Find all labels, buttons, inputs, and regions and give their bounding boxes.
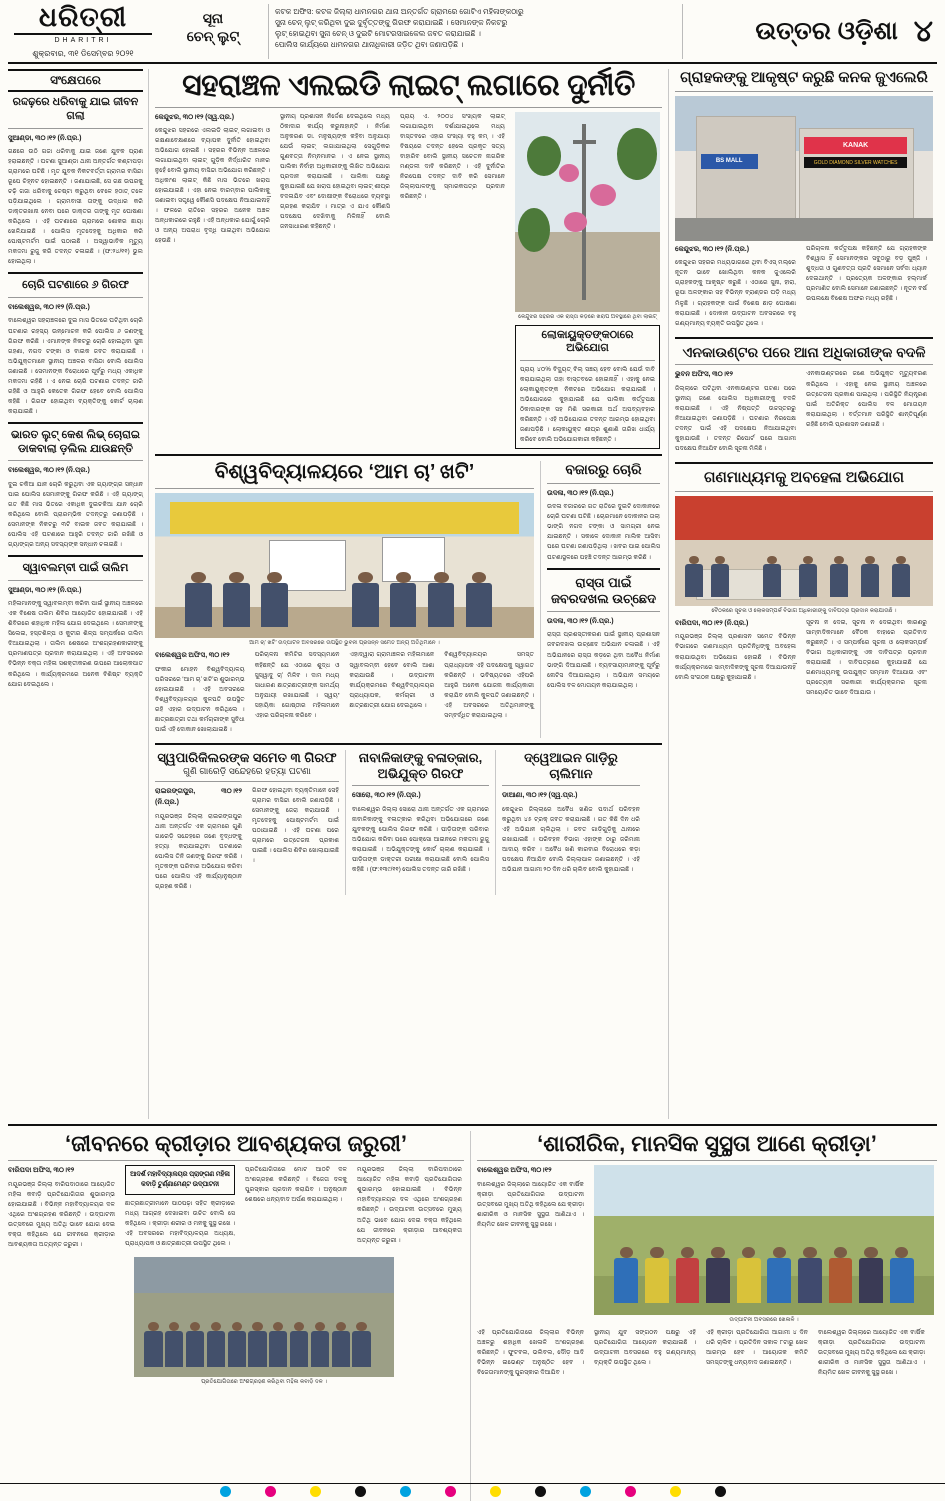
encounter-text-2: ଏନକାଉଣ୍ଟରରେ ଜଣେ ଅଭିଯୁକ୍ତ ମୃତ୍ୟୁବରଣ କରିଥିଲେ । ଏହାକୁ ନେଇ ସ୍ଥାନୀୟ ଅଞ୍ଚଳରେ ଉତ୍ତେଜନା ପ୍ରକାଶ ପାଇଥିଲା । ପରିସ୍ଥିତି ନିୟନ୍ତ୍ରଣ ପାଇଁ ଅତିରିକ୍ତ ପୋଲିସ ବଳ ମୋତାୟନ କରାଯାଇଥିଲା । ବର୍ତ୍ତମାନ ପରିସ୍ଥିତି ଶାନ୍ତିପୂର୍ଣ୍ଣ ରହିଛି ବୋଲି ପ୍ରଶାସନ ଜଣାଇଛି ।: [806, 370, 927, 428]
uni-col-4: [439, 650, 534, 738]
brief-item-4[interactable]: [8, 562, 143, 690]
color-dot: [670, 1486, 681, 1497]
mid-right-headline: ଦ୍ୱେଆଇନ ଗାଡ଼ିରୁ ଚାଲିମାନ: [524, 750, 618, 781]
kicker-line-1: ସୂନା: [202, 10, 224, 26]
sports-section: [8, 1131, 937, 1501]
kanak-tagline-label: GOLD DIAMOND SILVER WATCHES: [804, 157, 907, 169]
brief-1-text: ଗଛରେ ଉଠି ଗଜା ଧରିବାକୁ ଯାଇ ଜଣେ ଯୁବକ ପ୍ରାଣ ହରାଇଛନ୍ତି । ଘଟଣା ସୁଆଣ୍ଡା ଥାନା ଅନ୍ତର୍ଗତ କଣ୍ଟାପଡ଼ା ଗ୍ରାମରେ ଘଟିଛି । ମୃତ ଯୁବକ ନିକଟବର୍ତ୍ତୀ ଗ୍ରାମର ବାସିନ୍ଦା ରୂପେ ଚିହ୍ନଟ ହୋଇଛନ୍ତି । ଜଣାଯାଇଛି, ସେ ଗଛ ଉପରକୁ ଚଢ଼ି ଗଜା ଧରିବାକୁ ଚେଷ୍ଟା କରୁଥିବା ବେଳେ ହଠାତ୍ ତଳେ ପଡ଼ିଯାଇଥିଲେ । ଗ୍ରାମବାସୀ ତାଙ୍କୁ ଉଦ୍ଧାର କରି ଡାକ୍ତରଖାନା ନେବା ପରେ ଡାକ୍ତର ତାଙ୍କୁ ମୃତ ଘୋଷଣା କରିଥିଲେ । ଏହି ଘଟଣାରେ ଗ୍ରାମରେ ଶୋକର ଛାୟା ଖେଳିଯାଇଛି । ପୋଲିସ ମୃତଦେହକୁ ଅଧିକାର କରି ପୋଷ୍ଟମର୍ଟମ ପାଇଁ ପଠାଇଛି । ଅସ୍ୱାଭାବିକ ମୃତ୍ୟୁ ମକଦ୍ଦମା ରୁଜୁ କରି ତଦନ୍ତ ଚଳାଇଛି । (ଫ:୨୪/୧୧) ଭୁଲ ହୋଇଥିଲା ।: [8, 147, 143, 266]
left-rail: [8, 69, 148, 1119]
mall-sign-label: BS MALL: [701, 154, 758, 169]
brief-3-text: ଦୁଇ ଚକିଆ ଯାନ ଚୋରି କରୁଥିବା ଏକ ଗ୍ୟାଙ୍ଗ୍‌ର ସନ୍ଧାନ ପାଇ ପୋଲିସ ସେମାନଙ୍କୁ ଗିରଫ କରିଛି । ଏହି ଗ୍ୟାଙ୍ଗ୍ ଗତ କିଛି ମାସ ଭିତରେ ଏକାଧିକ ଦୁଇଚକିଆ ଯାନ ଚୋରି କରିଥିଲେ ବୋଲି ପ୍ରାରମ୍ଭିକ ତଦନ୍ତରୁ ଜଣାପଡ଼ିଛି । ସେମାନଙ୍କ ନିକଟରୁ ୩ଟି ବାଇକ ଜବତ କରାଯାଇଛି । ପୋଲିସ ଏହି ଘଟଣାରେ ଆହୁରି ତଦନ୍ତ ଜାରି ରଖିଛି ଓ ଗ୍ୟାଙ୍ଗ୍‌ର ଅନ୍ୟ ସଦସ୍ୟଙ୍କ ସନ୍ଧାନ ଚଳାଇଛି ।: [8, 480, 143, 549]
university-photo: [155, 493, 534, 638]
brief-1-headline: ରଦ୍ଦଢ଼ରେ ଧରିବାକୁ ଯାଇ ଜୀବନ ଗଲା: [12, 96, 139, 122]
brief-4-dateline: ସୁଆଣ୍ଡା, ୩୦।୧୨ (ନି.ପ୍ର.): [8, 586, 82, 594]
road-dateline: ଉଦଳା, ୩୦।୧୨ (ନି.ପ୍ର.): [547, 618, 614, 626]
encounter-col-2: [801, 369, 927, 457]
lead-dateline: କେନ୍ଦୁଝର, ୩୦।୧୨ (ସ୍ୱ.ପ୍ର.): [155, 113, 235, 121]
sports-right-col-1: [477, 1165, 589, 1324]
color-dot: [310, 1486, 321, 1497]
masthead-summary: [268, 4, 683, 59]
issue-date: ଶୁକ୍ରବାର, ୩୧ ଡିସେମ୍ବର ୨୦୨୧: [32, 49, 134, 58]
mid-mid-body: [352, 790, 489, 875]
mid-left-col-2: [247, 786, 339, 895]
lead-col-3: [395, 112, 510, 450]
media-dateline: ବାରିପଦା, ୩୦।୧୨ (ନି.ପ୍ର.): [675, 620, 749, 628]
sports-right-text-4: ଏହି କ୍ରୀଡ଼ା ପ୍ରତିଯୋଗିତା ଆଗାମୀ ୪ ଦିନ ଧରି ଚାଲିବ । ପ୍ରତିଦିନ ସକାଳ ୮ଟାରୁ ଖେଳ ଆରମ୍ଭ ହେବ । ଆୟୋଜକ କମିଟି ସମସ୍ତଙ୍କୁ ଧନ୍ୟବାଦ ଜଣାଇଛନ୍ତି ।: [706, 1329, 808, 1367]
color-dot: [265, 1486, 276, 1497]
masthead-edition-block: [683, 4, 937, 59]
kanak-text-1: କେନ୍ଦୁଝର ସହରର ମଧ୍ୟଭାଗରେ ଥିବା ବିଏସ୍ ମଲ୍‌ରେ ନୂତନ ଭାବେ ଖୋଲିଥିବା କନକ ଜୁଏଲେରି ଗ୍ରାହକଙ୍କୁ ଆକୃଷ୍ଟ କରୁଛି । ଏଠାରେ ସୁନା, ହୀରା, ରୂପା ଅଳଙ୍କାର ସହ ବିଭିନ୍ନ ବ୍ରାଣ୍ଡର ଘଡ଼ି ମଧ୍ୟ ମିଳୁଛି । ଗ୍ରାହକଙ୍କ ପାଇଁ ବିଶେଷ ଛାଡ଼ ଘୋଷଣା କରାଯାଇଛି । ଦୋକାନ ଉଦ୍‌ଘାଟନ ଅବସରରେ ବହୁ ଗଣ୍ୟମାନ୍ୟ ବ୍ୟକ୍ତି ଉପସ୍ଥିତ ଥିଲେ ।: [675, 259, 796, 327]
brief-item-3[interactable]: [8, 429, 143, 550]
color-dot: [625, 1486, 636, 1497]
sports-right-col-3: [589, 1328, 701, 1381]
lead-photo-caption: କେନ୍ଦୁଝର ସହରର ଏକ ରାସ୍ତା କଡ଼ରେ ଖରାପ ଅବସ୍ଥାରେ ଥିବା ଲାଇଟ୍: [518, 313, 657, 320]
sports-right-photo-col: [589, 1165, 934, 1324]
main-grid: [8, 69, 937, 1119]
lead-col-2: [275, 112, 395, 450]
logo-divider: [14, 33, 152, 35]
uni-text-4: ବିଶ୍ୱବିଦ୍ୟାଳୟର ସମସ୍ତ ପ୍ରାଧ୍ୟାପକ ଏହି ପଦକ୍ଷେପକୁ ସ୍ୱାଗତ କରିଛନ୍ତି । ଭବିଷ୍ୟତରେ ଏହିପରି ଆହୁରି ଅନେକ ଯୋଜନା କାର୍ଯ୍ୟକାରୀ କରାଯିବ ବୋଲି କୁଳପତି ଜଣାଇଛନ୍ତି । ଏହି ଅବସରରେ ଅତିଥିମାନଙ୍କୁ ସମ୍ବର୍ଦ୍ଧିତ କରାଯାଇଥିଲା ।: [444, 651, 534, 719]
brief-2-dateline: ବାଲେଶ୍ୱର, ୩୦।୧୨ (ନି.ପ୍ର.): [8, 304, 90, 312]
road-story[interactable]: [547, 575, 660, 691]
kicker-line-2: ଚେନ୍ ଲୁଟ୍: [186, 27, 240, 44]
university-block: [155, 461, 662, 738]
sports-left-banner: ଆଦର୍ଶ ମହାବିଦ୍ୟାଳୟର ପ୍ରାଙ୍ଗଣ ମହିଳା କବାଡ଼ି ଟୁର୍ଣ୍ଣାମେଣ୍ଟ ଉଦ୍‌ଘାଟନୀ: [125, 1165, 235, 1194]
sports-left-text-2: ଛାତ୍ରଛାତ୍ରୀମାନେ ପାଠପଢ଼ା ସହିତ କ୍ରୀଡ଼ାରେ ମଧ୍ୟ ଆଗ୍ରହ ଦେଖାଇବା ଉଚିତ ବୋଲି ସେ କହିଥିଲେ । କ୍ରୀଡ଼ା ଶରୀର ଓ ମନକୁ ସୁସ୍ଥ ରଖେ । ଏହି ଅବସରରେ ମହାବିଦ୍ୟାଳୟର ଅଧ୍ୟକ୍ଷ, ପ୍ରାଧ୍ୟାପକ ଓ ଛାତ୍ରଛାତ୍ରୀ ଉପସ୍ଥିତ ଥିଲେ ।: [125, 1199, 235, 1247]
newspaper-logo[interactable]: [8, 4, 158, 59]
sports-left-photo: [134, 1257, 394, 1377]
sports-right-col-2: [477, 1328, 589, 1381]
brief-3-body: [8, 465, 143, 550]
brief-2-body: [8, 302, 143, 417]
lead-story[interactable]: [155, 69, 662, 449]
kanak-text-2: ପରିଚାଳନା କର୍ତ୍ତୃପକ୍ଷ କହିଛନ୍ତି ଯେ ଗ୍ରାହକଙ୍କ ବିଶ୍ୱାସ ହିଁ ସେମାନଙ୍କର ସବୁଠାରୁ ବଡ଼ ପୁଞ୍ଜି । ଶୁଦ୍ଧତା ଓ ଗୁଣବତ୍ତା ପ୍ରତି ସେମାନେ ସର୍ବଦା ଧ୍ୟାନ ଦେଇଥାନ୍ତି । ପ୍ରତ୍ୟେକ ଅଳଙ୍କାର ହଲ୍‌ମାର୍କ ପ୍ରମାଣିତ ବୋଲି ସେମାନେ ଜଣାଇଛନ୍ତି । ନୂତନ ବର୍ଷ ଉପଲକ୍ଷେ ବିଶେଷ ଅଫର ମଧ୍ୟ ରହିଛି ।: [806, 245, 927, 303]
color-dot: [580, 1486, 591, 1497]
brief-3-headline: ଭାରତ ଲୁଟ୍ କେଶ ଲିଭ୍ ଚୋରାଇ ଡାକବାଲା ଡ଼ଲିଲ ଯାଉଛନ୍ତି: [11, 428, 140, 455]
center-column: [148, 69, 668, 1119]
sports-left-col-1: [8, 1165, 120, 1253]
road-body: [547, 616, 660, 691]
encounter-text-1: ଜିଲ୍ଲାରେ ଘଟିଥିବା ଏନକାଉଣ୍ଟର ଘଟଣା ପରେ ସ୍ଥାନୀୟ ଜଣେ ପୋଲିସ ଅଧିକାରୀଙ୍କୁ ବଦଳି କରାଯାଇଛି । ଏହି ନିଷ୍ପତ୍ତି ଉଚ୍ଚସ୍ତରରୁ ନିଆଯାଇଥିବା ଜଣାପଡ଼ିଛି । ଘଟଣାର ନିରପେକ୍ଷ ତଦନ୍ତ ପାଇଁ ଏହି ପଦକ୍ଷେପ ନିଆଯାଇଥିବା କୁହାଯାଉଛି । ତଦନ୍ତ ରିପୋର୍ଟ ପରେ ଆଗାମୀ ପଦକ୍ଷେପ ନିଆଯିବ ବୋଲି ସୂଚନା ମିଳିଛି ।: [675, 384, 796, 453]
logo-subtitle: DHARITRI: [54, 37, 112, 44]
sports-right-headline: ‘ଶାରୀରିକ, ମାନସିକ ସୁସ୍ଥତା ଆଣେ କ୍ରୀଡ଼ା’: [537, 1131, 877, 1156]
media-photo: [675, 496, 933, 606]
kanak-photo: [675, 96, 933, 241]
sports-left-grid: [8, 1165, 464, 1253]
kanak-body: [675, 244, 933, 332]
kanak-brand-label: KANAK: [804, 137, 907, 154]
color-dot: [535, 1486, 546, 1497]
sports-right-dateline: ବାଲେଶ୍ୱର ଅଫିସ, ୩୦।୧୨: [477, 1167, 552, 1175]
lead-text-2: ସ୍ଥାନୀୟ ପ୍ରଶାସନ ନିର୍ଦ୍ଦେଶ ଦେଇଥିଲେ ମଧ୍ୟ ଠିକାଦାର କାର୍ଯ୍ୟ କରୁନାହାନ୍ତି । ନିର୍ମାଣ ଅନୁକରଣ ଡା. ମନୁଷ୍ୟଙ୍କ କହିବା ଅନୁଯାୟୀ ଯେଉଁ ଲାଇଟ୍ ଲଗାଯାଇଥିଲା ସେଗୁଡ଼ିକର ଗୁଣବତ୍ତା ନିମ୍ନମାନର । ଏ ନେଇ ସ୍ଥାନୀୟ ପାଲିକା ନିର୍ବାହୀ ଅଧିକାରୀଙ୍କୁ ଲିଖିତ ଅଭିଯୋଗ ପ୍ରଦାନ କରାଯାଇଛି । ପାଲିକା ପକ୍ଷରୁ କୁହାଯାଇଛି ଯେ ଖରାପ ହୋଇଥିବା ଲାଇଟ୍ ଶୀଘ୍ର ବଦଳାଯିବ ଏବଂ ଦୋଷୀଙ୍କ ବିରୋଧରେ ବ୍ୟବସ୍ଥା ଗ୍ରହଣ କରାଯିବ । ମାତ୍ର ଏ ଯାଏ କୌଣସି ପଦକ୍ଷେପ ଦେଖିବାକୁ ମିଳିନାହିଁ ବୋଲି ଜନସାଧାରଣ କହିଛନ୍ତି ।: [280, 112, 390, 231]
sports-right-text-grid: [477, 1328, 937, 1381]
lead-text-1: କେନ୍ଦୁଝର ସହରରେ ଏଲଇଡି ଲାଇଟ୍ ଲଗାଇବା ଓ ରକ୍ଷଣାବେକ୍ଷଣରେ ବ୍ୟାପକ ଦୁର୍ନୀତି ହୋଇଥିବା ଅଭିଯୋଗ ହୋଇଛି । ସହରର ବିଭିନ୍ନ ଅଞ୍ଚଳରେ ଲଗାଯାଇଥିବା ଲାଇଟ୍ ଗୁଡ଼ିକ ନିର୍ଦ୍ଧାରିତ ମାନର ନୁହେଁ ବୋଲି ସ୍ଥାନୀୟ ବାସିନ୍ଦା ଅଭିଯୋଗ କରିଛନ୍ତି । ଅଧିକାଂଶ ଲାଇଟ୍ କିଛି ମାସ ଭିତରେ ଖରାପ ହୋଇଯାଇଛି । ଏହା ନେଇ ବାରମ୍ବାର ପାଲିକାକୁ ଜଣାଇବା ସତ୍ତ୍ୱେ କୌଣସି ପଦକ୍ଷେପ ନିଆଯାଇନାହିଁ । ଫଳରେ ରାତିରେ ସହରର ଅନେକ ଅଞ୍ଚଳ ଅନ୍ଧକାରରେ ରହୁଛି । ଏହି ଅନ୍ଧକାର ଯୋଗୁଁ ଚୋରି ଓ ଅନ୍ୟ ଅପରାଧ ବୃଦ୍ଧି ପାଇଥିବା ଅଭିଯୋଗ ହେଉଛି ।: [155, 126, 270, 245]
brief-4-text: ମହିଳାମାନଙ୍କୁ ସ୍ୱାବଲମ୍ବୀ କରିବା ପାଇଁ ସ୍ଥାନୀୟ ଅଞ୍ଚଳରେ ଏକ ବିଶେଷ ତାଲିମ ଶିବିର ଆୟୋଜିତ ହୋଇଯାଇଛି । ଏହି ଶିବିରରେ ଶହାଧିକ ମହିଳା ଯୋଗ ଦେଇଥିଲେ । ସେମାନଙ୍କୁ ସିଲେଇ, ହସ୍ତଶିଳ୍ପ ଓ କୁଟୀର ଶିଳ୍ପ ସମ୍ପର୍କରେ ତାଲିମ ଦିଆଯାଇଥିଲା । ତାଲିମ ଶେଷରେ ଅଂଶଗ୍ରହଣକାରୀଙ୍କୁ ପ୍ରମାଣପତ୍ର ପ୍ରଦାନ କରାଯାଇଥିଲା । ଏହି ଅବସରରେ ବିଭିନ୍ନ ବକ୍ତା ମହିଳା ସଶକ୍ତୀକରଣ ଉପରେ ଆଲୋକପାତ କରିଥିଲେ । କାର୍ଯ୍ୟକ୍ରମରେ ଅନେକ ବିଶିଷ୍ଟ ବ୍ୟକ୍ତି ଯୋଗ ଦେଇଥିଲେ ।: [8, 600, 143, 688]
lead-body-grid: [155, 112, 662, 450]
sports-left-text-1: ମୟୂରଭଞ୍ଜ ଜିଲ୍ଲା ବାରିପଦାଠାରେ ଆୟୋଜିତ ମହିଳା କବାଡ଼ି ପ୍ରତିଯୋଗିତାର ଶୁଭାରମ୍ଭ ହୋଇଯାଇଛି । ବିଭିନ୍ନ ମହାବିଦ୍ୟାଳୟର ଦଳ ଏଥିରେ ଅଂଶଗ୍ରହଣ କରିଛନ୍ତି । ଉଦ୍‌ଘାଟନୀ ଉତ୍ସବରେ ମୁଖ୍ୟ ଅତିଥି ଭାବେ ଯୋଗ ଦେଇ ବକ୍ତା କହିଥିଲେ ଯେ ଜୀବନରେ କ୍ରୀଡ଼ାର ଆବଶ୍ୟକତା ଅତ୍ୟନ୍ତ ଜରୁରୀ ।: [8, 1180, 115, 1248]
brief-4-headline: ସ୍ୱାବଲମ୍ବୀ ପାଇଁ ତାଲିମ: [22, 562, 129, 575]
brief-3-dateline: ବାଲେଶ୍ୱର, ୩୦।୧୨ (ନି.ପ୍ର.): [8, 467, 90, 475]
uni-text-1: ଫକୀର ମୋହନ ବିଶ୍ୱବିଦ୍ୟାଳୟ ପରିସରରେ ‘ଆମ ଚା’ ଖଟି’ର ଶୁଭାରମ୍ଭ ହୋଇଯାଇଛି । ଏହି ଅବସରରେ ବିଶ୍ୱବିଦ୍ୟାଳୟର କୁଳପତି ଉପସ୍ଥିତ ରହି ଏହାର ଉଦ୍‌ଘାଟନ କରିଥିଲେ । ଛାତ୍ରଛାତ୍ରୀ ତଥା କର୍ମଚାରୀଙ୍କ ସୁବିଧା ପାଇଁ ଏହି ଦୋକାନ ଖୋଲାଯାଇଛି ।: [155, 665, 245, 734]
brief-1-body: [8, 133, 143, 268]
center-right-rail: [540, 461, 660, 738]
media-photo-caption: ବୈଠକରେ ସୂଚନା ଓ ଲୋକସମ୍ପର୍କ ବିଭାଗ ଅଧିକାରୀଙ୍କୁ ଦାବିପତ୍ର ପ୍ରଦାନ କରାଯାଉଛି ।: [711, 608, 897, 615]
media-headline: ଗଣମାଧ୍ୟମକୁ ଅବହେଳା ଅଭିଯୋଗ: [704, 469, 904, 487]
mid-left-text-1: ମୟୂରଭଞ୍ଜ ଜିଲ୍ଲା ରାଇରଙ୍ଗପୁର ଥାନା ଅନ୍ତର୍ଗତ ଏକ ଗ୍ରାମରେ ଗୁଣି ଗାରେଡ଼ି ସନ୍ଦେହରେ ଜଣେ ବୃଦ୍ଧଙ୍କୁ ହତ୍ୟା କରାଯାଇଥିବା ଘଟଣାରେ ପୋଲିସ ତିନି ଜଣଙ୍କୁ ଗିରଫ କରିଛି । ମୃତକଙ୍କ ପରିବାର ଅଭିଯୋଗ କରିବା ପରେ ପୋଲିସ ଏହି କାର୍ଯ୍ୟାନୁଷ୍ଠାନ ଗ୍ରହଣ କରିଛି ।: [155, 812, 242, 890]
bazaar-story[interactable]: [547, 461, 660, 562]
university-photo-caption: ଆମ ଚା’ ଖଟି’ ଉଦ୍‌ଘାଟନ ଅବସରରେ ଉପସ୍ଥିତ ଭୁବନୀ ପ୍ରସନ୍ନ ସମେତ ଅନ୍ୟ ଅତିଥିମାନେ ।: [249, 640, 440, 647]
uni-col-2: [250, 650, 345, 738]
registration-color-bar: [0, 1484, 945, 1498]
sports-right-text-1: ବାଲେଶ୍ୱର ଜିଲ୍ଲାରେ ଆୟୋଜିତ ଏକ ବାର୍ଷିକ କ୍ରୀଡ଼ା ପ୍ରତିଯୋଗିତାର ଉଦ୍‌ଘାଟନୀ ଉତ୍ସବରେ ମୁଖ୍ୟ ଅତିଥି କହିଥିଲେ ଯେ କ୍ରୀଡ଼ା ଶାରୀରିକ ଓ ମାନସିକ ସୁସ୍ଥତା ଆଣିଥାଏ । ନିୟମିତ ଖେଳ ଜୀବନକୁ ସୁସ୍ଥ ରଖେ ।: [477, 1180, 584, 1228]
mid-stories: [155, 750, 662, 895]
uni-col-1: [155, 650, 250, 738]
color-dot: [400, 1486, 411, 1497]
kanak-col-1: [675, 244, 801, 332]
lead-box-headline: ଲୋକାୟୁକ୍ତଙ୍କଠାରେ ଅଭିଯୋଗ: [541, 328, 634, 355]
university-body-grid: [155, 650, 534, 738]
right-column: [668, 69, 933, 1119]
kanak-dateline: କେନ୍ଦୁଝର, ୩୦।୧୨ (ନି.ପ୍ର.): [675, 246, 750, 253]
sports-right-text-2: ଏହି ପ୍ରତିଯୋଗିତାରେ ଜିଲ୍ଲାର ବିଭିନ୍ନ ଅଞ୍ଚଳରୁ ଶହାଧିକ ଖେଳାଳି ଅଂଶଗ୍ରହଣ କରିଛନ୍ତି । ଫୁଟବଲ, ଭଲିବଲ, ଦୌଡ଼ ଆଦି ବିଭିନ୍ନ ଇଭେଣ୍ଟ ଅନୁଷ୍ଠିତ ହେବ । ବିଜେତାମାନଙ୍କୁ ପୁରସ୍କାର ଦିଆଯିବ ।: [477, 1329, 584, 1377]
media-story[interactable]: [675, 469, 933, 701]
kanak-headline: ଗ୍ରାହକଙ୍କୁ ଆକୃଷ୍ଟ କରୁଛି କନକ ଜୁଏଲେରି: [680, 69, 928, 86]
summary-line-3: ଲୁଟ୍ ହୋଇଥିବା ସୁନା ଚେନ୍ ଓ ଦୁଇଟି ମୋଟରସାଇକେଲ ଜବତ କରାଯାଇଛି ।: [275, 28, 481, 38]
color-dot: [490, 1486, 501, 1497]
masthead: [8, 4, 937, 64]
encounter-col-1: [675, 369, 801, 457]
bazaar-text: ଉଦଳା ବଜାରରେ ଗତ ରାତିରେ ଦୁଇଟି ଦୋକାନରେ ଚୋରି ଘଟଣା ଘଟିଛି । ଚୋରମାନେ ଦୋକାନର ତାଲା ଭାଙ୍ଗି ନଗଦ ଟଙ୍କା ଓ ସାମଗ୍ରୀ ନେଇ ଯାଇଛନ୍ତି । ସକାଳେ ଦୋକାନ ମାଲିକ ଆସିବା ପରେ ଘଟଣା ଜଣାପଡ଼ିଥିଲା । ଖବର ପାଇ ପୋଲିସ ଘଟଣାସ୍ଥଳରେ ପହଞ୍ଚି ତଦନ୍ତ ଆରମ୍ଭ କରିଛି ।: [547, 503, 660, 561]
sports-left-col-3: [240, 1165, 352, 1253]
brief-item-1[interactable]: [8, 96, 143, 267]
lead-photo: [515, 112, 660, 312]
lead-headline: ସହରାଞ୍ଚଳ ଏଲଇଡି ଲାଇଟ୍ ଲଗାରେ ଦୁର୍ନୀତି: [182, 69, 635, 102]
mid-story-left[interactable]: [155, 750, 345, 895]
encounter-dateline: ଭୁବନ ଅଫିସ, ୩୦।୧୨: [675, 371, 734, 379]
media-col-2: [801, 618, 927, 701]
mid-mid-dateline: ସୋରୋ, ୩୦।୧୨ (ନି.ପ୍ର.): [352, 792, 421, 800]
media-body: [675, 618, 933, 701]
mid-left-headline: ସ୍ୱପାରିକିଲରଙ୍କ ସମେତ ୩ ଗିରଫ: [157, 750, 337, 766]
university-headline: ବିଶ୍ୱବିଦ୍ୟାଳୟରେ ‘ଆମ ଚା’ ଖଟି’: [214, 461, 475, 484]
lead-text-3: ପ୍ରାୟ ଏ. ୨୦୦୪ ସଂଖ୍ୟକ ଲାଇଟ୍ ଲଗାଯାଇଥିବା ଦର୍ଶାଯାଇଥିଲେ ମଧ୍ୟ ବାସ୍ତବରେ ଏହାର ସଂଖ୍ୟା ବହୁ କମ୍ । ଏହି ବିଷୟରେ ତଦନ୍ତ ହେଲେ ପ୍ରକୃତ ସତ୍ୟ ବାହାରିବ ବୋଲି ସ୍ଥାନୀୟ ସଚେତନ ନାଗରିକ ମଣ୍ଡଳୀ ଦାବି କରିଛନ୍ତି । ଏହି ଦୁର୍ନୀତିର ନିରପେକ୍ଷ ତଦନ୍ତ ଦାବି କରି ସେମାନେ ଜିଲ୍ଲାପାଳଙ୍କୁ ସ୍ମାରକପତ୍ର ପ୍ରଦାନ କରିଛନ୍ତି ।: [400, 112, 505, 200]
mid-story-right[interactable]: [495, 750, 640, 895]
sports-left-col-4: [352, 1165, 462, 1253]
bazaar-body: [547, 488, 660, 563]
lead-col-1: [155, 112, 275, 450]
mid-mid-headline: ନାବାଳିକାଙ୍କୁ ବଳାତ୍କାର, ଅଭିଯୁକ୍ତ ଗିରଫ: [358, 750, 483, 781]
uni-col-3: [345, 650, 440, 738]
uni-dateline: ବାଲେଶ୍ୱର ଅଫିସ, ୩୦।୧୨: [155, 652, 230, 660]
sports-left-headline: ‘ଜୀବନରେ କ୍ରୀଡ଼ାର ଆବଶ୍ୟକତା ଜରୁରୀ’: [64, 1131, 408, 1156]
uni-text-3: ଏହାଦ୍ୱାରା ଗ୍ରାମାଞ୍ଚଳର ମହିଳାମାନେ ସ୍ୱାବଲମ୍ବୀ ହେବେ ବୋଲି ଆଶା କରାଯାଉଛି । ଉଦ୍‌ଘାଟନୀ କାର୍ଯ୍ୟକ୍ରମରେ ବିଶ୍ୱବିଦ୍ୟାଳୟର ପ୍ରାଧ୍ୟାପକ, କର୍ମଚାରୀ ଓ ଛାତ୍ରଛାତ୍ରୀ ଯୋଗ ଦେଇଥିଲେ ।: [349, 651, 435, 709]
brief-2-text: ବାଲେଶ୍ୱର ସହରାଞ୍ଚଳରେ ଦୁଇ ମାସ ଭିତରେ ଘଟିଥିବା ଚୋରି ଘଟଣାର ରହସ୍ୟ ଉନ୍ମୋଚନ କରି ପୋଲିସ ୬ ଜଣଙ୍କୁ ଗିରଫ କରିଛି । ଏମାନଙ୍କ ନିକଟରୁ ଚୋରି ହୋଇଥିବା ସୁନା ଗହଣା, ନଗଦ ଟଙ୍କା ଓ ବାଇକ ଜବତ କରାଯାଇଛି । ଅଭିଯୁକ୍ତମାନେ ସ୍ଥାନୀୟ ଅଞ୍ଚଳର ବାସିନ୍ଦା ବୋଲି ପୋଲିସ ଜଣାଇଛି । ସେମାନଙ୍କ ବିରୋଧରେ ପୂର୍ବରୁ ମଧ୍ୟ ଏକାଧିକ ମକଦ୍ଦମା ରହିଛି । ଏ ନେଇ ଚୋରି ଘଟଣାର ତଦନ୍ତ ଜାରି ରହିଛି ଓ ଆହୁରି କେତେକ ଗିରଫ ହେବେ ବୋଲି ପୋଲିସ କହିଛି । ଗିରଫ ହୋଇଥିବା ବ୍ୟକ୍ତିଙ୍କୁ କୋର୍ଟ ଚାଲାଣ କରାଯାଇଛି ।: [8, 317, 143, 415]
bazaar-headline: ବଜାରରୁ ଚୋରି: [565, 461, 642, 478]
media-col-1: [675, 618, 801, 701]
lead-box-text: ପ୍ରାୟ ୪୦% ବିଦ୍ୟୁତ୍ ବିଲ୍ ସଞ୍ଚୟ ହେବ ବୋଲି ଯେଉଁ ଦାବି କରାଯାଇଥିଲା ତାହା ବାସ୍ତବରେ ହୋଇନାହିଁ । ଏହାକୁ ନେଇ ଲୋକାୟୁକ୍ତଙ୍କ ନିକଟରେ ଅଭିଯୋଗ କରାଯାଇଛି । ଅଭିଯୋଗରେ କୁହାଯାଇଛି ଯେ ପାଲିକା କର୍ତ୍ତୃପକ୍ଷ ଠିକାଦାରଙ୍କ ସହ ମିଶି ସରକାରୀ ଅର୍ଥ ଅପବ୍ୟବହାର କରିଛନ୍ତି । ଏହି ଅଭିଯୋଗର ତଦନ୍ତ ଆରମ୍ଭ ହୋଇଥିବା ଜଣାପଡ଼ିଛି । ଲୋକାୟୁକ୍ତ ଶୀଘ୍ର ଶୁଣାଣି ତାରିଖ ଧାର୍ଯ୍ୟ କରିବେ ବୋଲି ଅଭିଯୋଗକାରୀ କହିଛନ୍ତି ।: [520, 366, 655, 444]
encounter-story[interactable]: [675, 344, 933, 457]
sports-right-text-5: ବାଲେଶ୍ୱର ଜିଲ୍ଲାରେ ଆୟୋଜିତ ଏକ ବାର୍ଷିକ କ୍ରୀଡ଼ା ପ୍ରତିଯୋଗିତାର ଉଦ୍‌ଘାଟନୀ ଉତ୍ସବରେ ମୁଖ୍ୟ ଅତିଥି କହିଥିଲେ ଯେ କ୍ରୀଡ଼ା ଶାରୀରିକ ଓ ମାନସିକ ସୁସ୍ଥତା ଆଣିଥାଏ । ନିୟମିତ ଖେଳ ଜୀବନକୁ ସୁସ୍ଥ ରଖେ ।: [818, 1329, 925, 1377]
sports-right-photo-caption: ଉଦ୍‌ଘାଟନୀ ଅବସରରେ ଖେଳାଳି ।: [729, 1317, 799, 1324]
brief-section-title: ସଂକ୍ଷେପରେ: [8, 69, 143, 92]
mid-left-subhead: ଗୁଣି ଗାରେଡ଼ି ସନ୍ଦେହରେ ହତ୍ୟା ଘଟଣା: [183, 765, 311, 776]
encounter-headline: ଏନକାଉଣ୍ଟର ପରେ ଆନା ଅଧିକାରୀଙ୍କ ବଦଳି: [682, 343, 926, 360]
lead-sidebar-box[interactable]: [515, 325, 660, 450]
logo-title: ଧରିତ୍ରୀ: [38, 2, 128, 32]
mid-story-mid[interactable]: [345, 750, 495, 895]
color-dot: [445, 1486, 456, 1497]
media-text-2: ସୂଚନା ନ ଦେଇ, ସୂଚନା ନ ଦେଇଥିବା କାରଣରୁ ସାମ୍ବାଦିକମାନେ ବୈଠକ ବାହାରେ ପ୍ରତିବାଦ କରୁଛନ୍ତି । ଏ ସମ୍ପର୍କରେ ସୂଚନା ଓ ଲୋକସମ୍ପର୍କ ବିଭାଗ ଅଧିକାରୀଙ୍କୁ ଏକ ଦାବିପତ୍ର ପ୍ରଦାନ କରାଯାଇଛି । ଦାବିପତ୍ରରେ କୁହାଯାଇଛି ଯେ ଗଣମାଧ୍ୟମକୁ ଉପଯୁକ୍ତ ସମ୍ମାନ ଦିଆଯାଉ ଏବଂ ପ୍ରତ୍ୟେକ ସରକାରୀ କାର୍ଯ୍ୟକ୍ରମର ସୂଚନା ସମୟୋଚିତ ଭାବେ ଦିଆଯାଉ ।: [806, 619, 927, 697]
sports-right-photo: [594, 1165, 934, 1315]
summary-line-2: ସୁନା ଚେନ୍ ଲୁଟ୍ କରିଥିବା ଦୁଇ ଦୁର୍ବୃତ୍ତଙ୍କୁ ଗିରଫ କରାଯାଇଛି । ସେମାନଙ୍କ ନିକଟରୁ: [275, 17, 508, 27]
edition-name: ଉତ୍ତର ଓଡ଼ିଶା: [755, 17, 898, 45]
page-number: ୪: [913, 14, 933, 48]
media-text-1: ମୟୂରଭଞ୍ଜ ଜିଲ୍ଲା ପ୍ରଶାସନ ସମେତ ବିଭିନ୍ନ ବିଭାଗରେ ଗଣମାଧ୍ୟମ ପ୍ରତିନିଧିଙ୍କୁ ଅବହେଳା କରାଯାଉଥିବା ଅଭିଯୋଗ ହୋଇଛି । ବିଭିନ୍ନ କାର୍ଯ୍ୟକ୍ରମରେ ସାମ୍ବାଦିକଙ୍କୁ ସୂଚନା ଦିଆଯାଉନାହିଁ ବୋଲି ସଂଗଠନ ପକ୍ଷରୁ କୁହାଯାଇଛି ।: [675, 633, 796, 681]
uni-text-2: ପରିଚାଳନା କମିଟିର ସଦସ୍ୟମାନେ କହିଛନ୍ତି ଯେ ଏଠାରେ ଶୁଦ୍ଧ ଓ ସୁସ୍ୱାଦୁ ଚା’ ମିଳିବ । ଦାମ ମଧ୍ୟ ସାଧାରଣ ଛାତ୍ରଛାତ୍ରୀଙ୍କ ସାମର୍ଥ୍ୟ ଅନୁଯାୟୀ ରଖାଯାଇଛି । ସ୍ୱୟଂ ସହାୟିକା ଗୋଷ୍ଠୀର ମହିଳାମାନେ ଏହାର ପରିଚାଳନା କରିବେ ।: [254, 651, 340, 719]
mid-left-dateline: ରାଇରଙ୍ଗପୁର, ୩୦।୧୨ (ନି.ପ୍ର.): [155, 787, 242, 807]
mid-left-body: [155, 786, 339, 895]
kanak-col-2: [801, 244, 927, 332]
mid-right-text: କେନ୍ଦୁଝର ଜିଲ୍ଲାରେ ଅବୈଧ ଖଣିଜ ପଦାର୍ଥ ପରିବହନ କରୁଥିବା ୪୫ ଟ୍ରକ୍ ଜବତ କରାଯାଇଛି । ଗତ କିଛି ଦିନ ଧରି ଏହି ଅଭିଯାନ ଚାଲିଥିଲା । ଜବତ ଗାଡ଼ିଗୁଡ଼ିକୁ ଥାନାରେ ରଖାଯାଇଛି । ପରିବହନ ବିଭାଗ ଏହାଙ୍କ ଠାରୁ ଜରିମାନା ଆଦାୟ କରିବ । ଅବୈଧ ଖଣି କାରବାର ବିରୋଧରେ କଡ଼ା ପଦକ୍ଷେପ ନିଆଯିବ ବୋଲି ଜିଲ୍ଲାପାଳ ଜଣାଇଛନ୍ତି । ଏହି ଅଭିଯାନ ଆଗାମୀ ୨୦ ଦିନ ଧରି ଚାଲିବ ବୋଲି କୁହାଯାଇଛି ।: [502, 805, 640, 873]
sports-right-text-3: ସ୍ଥାନୀୟ ଯୁବ ସଙ୍ଗଠନ ପକ୍ଷରୁ ଏହି ପ୍ରତିଯୋଗିତା ଆୟୋଜନ କରାଯାଇଛି । ଉଦ୍‌ଘାଟନୀ ଅବସରରେ ବହୁ ଗଣ୍ୟମାନ୍ୟ ବ୍ୟକ୍ତି ଉପସ୍ଥିତ ଥିଲେ ।: [594, 1329, 696, 1367]
color-dot: [715, 1486, 726, 1497]
sports-left-text-3: ପ୍ରତିଯୋଗିତାରେ ମୋଟ ଆଠଟି ଦଳ ଅଂଶଗ୍ରହଣ କରିଛନ୍ତି । ବିଜେତା ଦଳକୁ ପୁରସ୍କାର ପ୍ରଦାନ କରାଯିବ । ଅନୁଷ୍ଠାନ ଶେଷରେ ଧନ୍ୟବାଦ ଅର୍ପଣ କରାଯାଇଥିଲା ।: [245, 1166, 347, 1204]
brief-2-headline: ଚୋରି ଘଟଣାରେ ୬ ଗିରଫ: [22, 279, 129, 292]
kanak-story[interactable]: [675, 69, 933, 332]
sports-left-text-4: ମୟୂରଭଞ୍ଜ ଜିଲ୍ଲା ବାରିପଦାଠାରେ ଆୟୋଜିତ ମହିଳା କବାଡ଼ି ପ୍ରତିଯୋଗିତାର ଶୁଭାରମ୍ଭ ହୋଇଯାଇଛି । ବିଭିନ୍ନ ମହାବିଦ୍ୟାଳୟର ଦଳ ଏଥିରେ ଅଂଶଗ୍ରହଣ କରିଛନ୍ତି । ଉଦ୍‌ଘାଟନୀ ଉତ୍ସବରେ ମୁଖ୍ୟ ଅତିଥି ଭାବେ ଯୋଗ ଦେଇ ବକ୍ତା କହିଥିଲେ ଯେ ଜୀବନରେ କ୍ରୀଡ଼ାର ଆବଶ୍ୟକତା ଅତ୍ୟନ୍ତ ଜରୁରୀ ।: [357, 1166, 462, 1244]
lead-side: [510, 112, 660, 450]
sports-left-col-2: [120, 1165, 240, 1253]
sports-right-col-4: [701, 1328, 813, 1381]
brief-item-2[interactable]: [8, 279, 143, 417]
mid-left-text-2: ଗିରଫ ହୋଇଥିବା ବ୍ୟକ୍ତିମାନେ ସେହି ଗ୍ରାମର ବାସିନ୍ଦା ବୋଲି ଜଣାପଡ଼ିଛି । ସେମାନଙ୍କୁ ଜେରା କରାଯାଉଛି । ମୃତଦେହକୁ ପୋଷ୍ଟମର୍ଟମ ପାଇଁ ପଠାଯାଇଛି । ଏହି ଘଟଣା ପରେ ଗ୍ରାମରେ ଉତ୍ତେଜନା ପ୍ରକାଶ ପାଇଛି । ପୋଲିସ ଶିବିର ଖୋଲାଯାଇଛି ।: [252, 786, 339, 865]
summary-line-1: କଟକ ଅଫିସ: କଟକ ଜିଲ୍ଲା ଧାମନଗର ଥାନା ଅନ୍ତର୍ଗତ ଗ୍ରାମରେ ଗୋଟିଏ ମହିଳାଙ୍କଠାରୁ: [275, 7, 524, 16]
sports-right-col-5: [813, 1328, 925, 1381]
brief-1-dateline: ସୁଆଣ୍ଡା, ୩୦।୧୨ (ନି.ପ୍ର.): [8, 134, 82, 142]
road-headline: ରାସ୍ତା ପାଇଁ ଜବରଦଖଲ ଉଚ୍ଛେଦ: [550, 574, 657, 606]
sports-right-grid: [477, 1165, 937, 1324]
sports-left-dateline: ବାରିପଦା ଅଫିସ, ୩୦।୧୨: [8, 1167, 75, 1175]
masthead-kicker: [158, 4, 268, 59]
encounter-body: [675, 369, 933, 457]
mid-left-col-1: [155, 786, 247, 895]
university-story[interactable]: [155, 461, 540, 738]
summary-line-4: ପୋଲିସ କାର୍ଯ୍ୟରେ ଧାମନଗର ଥାନାଧିକାରୀ ଜଡ଼ିତ ଥିବା ଜଣାପଡ଼ିଛି ।: [275, 39, 464, 49]
color-dot: [355, 1486, 366, 1497]
sports-right-story[interactable]: [470, 1131, 937, 1501]
sports-left-story[interactable]: [8, 1131, 470, 1501]
mid-right-body: [502, 790, 640, 875]
bazaar-dateline: ଉଦଳା, ୩୦।୧୨ (ନି.ପ୍ର.): [547, 489, 614, 497]
road-text: ରାସ୍ତା ପ୍ରଶସ୍ତୀକରଣ ପାଇଁ ସ୍ଥାନୀୟ ପ୍ରଶାସନ ଜବରଦଖଲ ଉଚ୍ଛେଦ ଅଭିଯାନ ଚଳାଇଛି । ଏହି ଅଭିଯାନରେ ରାସ୍ତା କଡ଼ରେ ଥିବା ଅବୈଧ ନିର୍ମାଣ ଭାଙ୍ଗି ଦିଆଯାଇଛି । ବ୍ୟବସାୟୀମାନଙ୍କୁ ପୂର୍ବରୁ ନୋଟିସ ଦିଆଯାଇଥିଲା । ଅଭିଯାନ ସମୟରେ ପୋଲିସ ବଳ ମୋତାୟନ କରାଯାଇଥିଲା ।: [547, 631, 660, 689]
brief-4-body: [8, 585, 143, 690]
sports-left-photo-caption: ପ୍ରତିଯୋଗିତାରେ ଅଂଶଗ୍ରହଣ କରିଥିବା ମହିଳା କବାଡ଼ି ଦଳ ।: [201, 1378, 327, 1385]
mid-right-dateline: ଡାଆଣା, ୩୦।୧୨ (ସ୍ୱ.ପ୍ର.): [502, 792, 578, 800]
mid-mid-text: ବାଲେଶ୍ୱର ଜିଲ୍ଲା ସୋରୋ ଥାନା ଅନ୍ତର୍ଗତ ଏକ ଗ୍ରାମରେ ନାବାଳିକାଙ୍କୁ ବଳାତ୍କାର କରିଥିବା ଅଭିଯୋଗରେ ଜଣେ ଯୁବକଙ୍କୁ ପୋଲିସ ଗିରଫ କରିଛି । ପୀଡ଼ିତାଙ୍କ ପରିବାର ଅଭିଯୋଗ କରିବା ପରେ ପୋକ୍ସୋ ଆଇନରେ ମକଦ୍ଦମା ରୁଜୁ କରାଯାଇଛି । ଅଭିଯୁକ୍ତଙ୍କୁ କୋର୍ଟ ଚାଲାଣ କରାଯାଇଛି । ପୀଡ଼ିତାଙ୍କ ଡାକ୍ତରୀ ପରୀକ୍ଷା କରାଯାଇଛି ବୋଲି ପୋଲିସ କହିଛି । (ଫ:୧୩୯/୧୧) ପୋଲିସ ତଦନ୍ତ ଜାରି ରଖିଛି ।: [352, 805, 489, 873]
color-dot: [220, 1486, 231, 1497]
